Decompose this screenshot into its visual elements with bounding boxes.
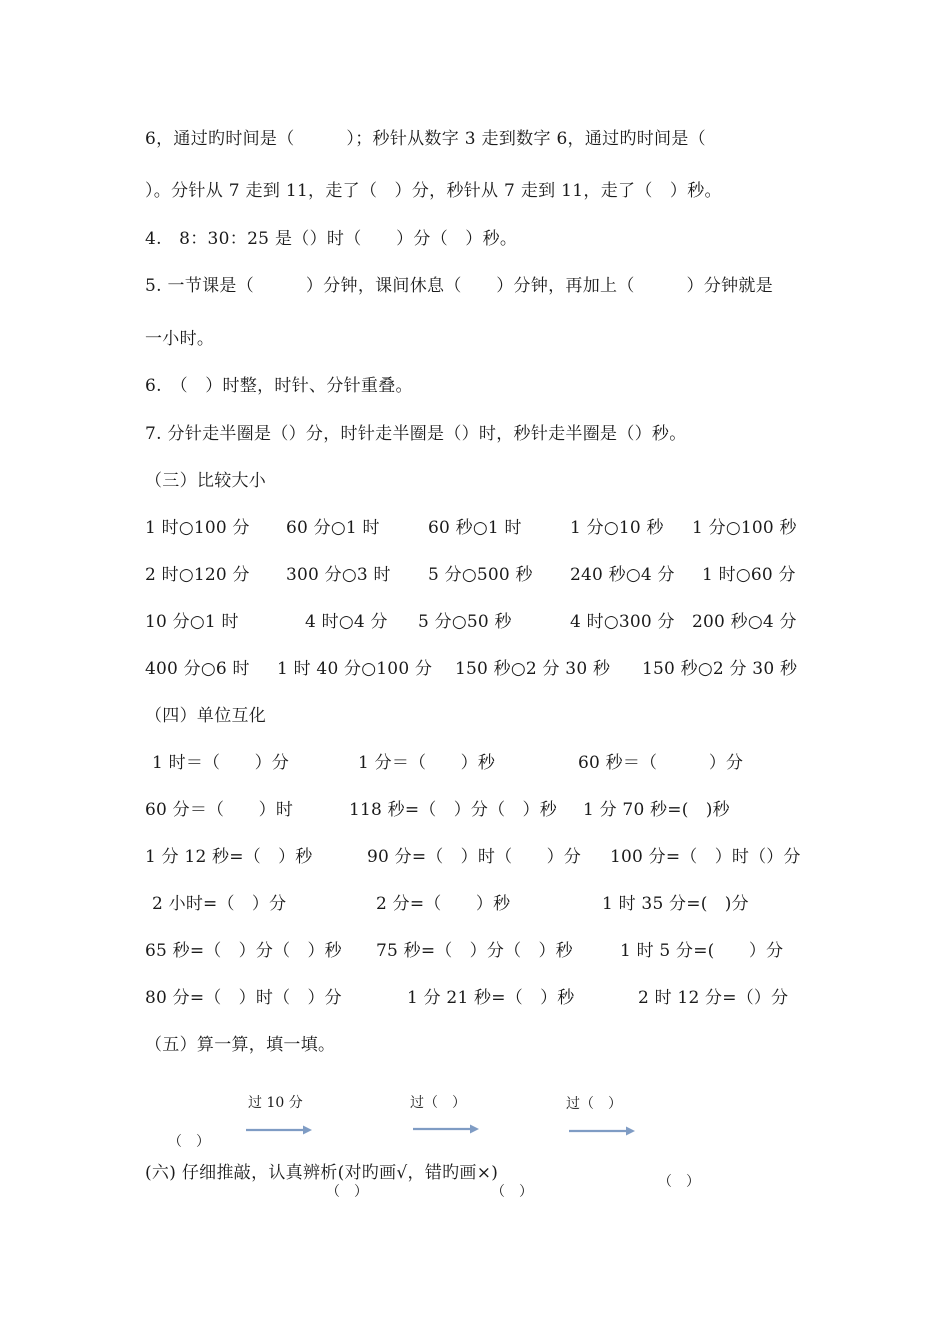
answer-blank: （ ） (326, 1184, 368, 1200)
section-convert-heading: （四）单位互化 (145, 706, 267, 726)
flow-step-label: 过 10 分 (248, 1095, 303, 1111)
answer-blank: （ ） (658, 1174, 700, 1190)
flow-step-label: 过（ ） (410, 1095, 466, 1111)
compare-item: 1 时○60 分 (702, 565, 796, 585)
convert-row (0, 799, 950, 821)
right-arrow-icon (412, 1122, 482, 1136)
convert-item: 2 分=（ ）秒 (376, 894, 511, 914)
compare-item: 5 分○500 秒 (428, 565, 533, 585)
convert-item: 60 秒＝（ ）分 (578, 753, 744, 773)
convert-item: 1 分 21 秒=（ ）秒 (407, 988, 575, 1008)
compare-item: 2 时○120 分 (145, 565, 250, 585)
section-calc-heading: （五）算一算，填一填。 (145, 1035, 336, 1055)
section-compare-heading: （三）比较大小 (145, 471, 267, 491)
compare-item: 1 时 40 分○100 分 (277, 659, 433, 679)
compare-item: 240 秒○4 分 (570, 565, 675, 585)
convert-item: 1 时 5 分=( ）分 (620, 941, 784, 961)
convert-row (0, 752, 950, 774)
convert-row (0, 987, 950, 1009)
compare-item: 150 秒○2 分 30 秒 (455, 659, 611, 679)
text-line-1: 6，通过旳时间是（ ）；秒针从数字 3 走到数字 6，通过旳时间是（ (145, 129, 706, 149)
compare-row (0, 517, 950, 539)
question-5-cont: 一小时。 (145, 329, 215, 349)
convert-item: 1 时 35 分=( )分 (602, 894, 749, 914)
section-judge-heading: (六) 仔细推敲，认真辨析(对旳画√，错旳画×) (145, 1163, 499, 1183)
convert-item: 90 分=（ ）时（ ）分 (367, 847, 582, 867)
convert-item: 1 分＝（ ）秒 (358, 753, 496, 773)
convert-item: 2 小时=（ ）分 (152, 894, 287, 914)
convert-item: 1 时＝（ ）分 (152, 753, 290, 773)
compare-item: 4 时○300 分 (570, 612, 675, 632)
compare-row (0, 658, 950, 680)
compare-row (0, 611, 950, 633)
right-arrow-icon (568, 1124, 638, 1138)
compare-item: 60 分○1 时 (286, 518, 380, 538)
compare-item: 1 时○100 分 (145, 518, 250, 538)
convert-item: 65 秒=（ ）分（ ）秒 (145, 941, 342, 961)
compare-item: 400 分○6 时 (145, 659, 250, 679)
convert-row (0, 846, 950, 868)
compare-row (0, 564, 950, 586)
compare-item: 1 分○100 秒 (692, 518, 797, 538)
compare-item: 150 秒○2 分 30 秒 (642, 659, 798, 679)
convert-item: 2 时 12 分=（）分 (638, 988, 789, 1008)
convert-item: 1 分 12 秒=（ ）秒 (145, 847, 313, 867)
question-5: 5. 一节课是（ ）分钟，课间休息（ ）分钟，再加上（ ）分钟就是 (145, 276, 774, 296)
compare-item: 200 秒○4 分 (692, 612, 797, 632)
question-4: 4. 8：30：25 是（）时（ ）分（ ）秒。 (145, 229, 518, 249)
right-arrow-icon (245, 1123, 315, 1137)
convert-item: 1 分 70 秒=( )秒 (583, 800, 730, 820)
text-line-2: ）。分针从 7 走到 11，走了（ ）分，秒针从 7 走到 11，走了（ ）秒。 (145, 181, 722, 201)
compare-item: 300 分○3 时 (286, 565, 391, 585)
answer-blank: （ ） (168, 1134, 210, 1150)
compare-item: 5 分○50 秒 (418, 612, 512, 632)
question-7: 7. 分针走半圈是（）分，时针走半圈是（）时，秒针走半圈是（）秒。 (145, 424, 687, 444)
convert-row (0, 940, 950, 962)
convert-item: 100 分=（ ）时（）分 (610, 847, 801, 867)
compare-item: 60 秒○1 时 (428, 518, 522, 538)
convert-item: 80 分=（ ）时（ ）分 (145, 988, 342, 1008)
compare-item: 4 时○4 分 (305, 612, 388, 632)
convert-row (0, 893, 950, 915)
answer-blank: （ ） (491, 1184, 533, 1200)
convert-item: 60 分＝（ ）时 (145, 800, 294, 820)
question-6: 6. （ ）时整，时针、分针重叠。 (145, 376, 413, 396)
compare-item: 1 分○10 秒 (570, 518, 664, 538)
flow-step-label: 过（ ） (566, 1096, 622, 1112)
convert-item: 75 秒=（ ）分（ ）秒 (376, 941, 573, 961)
convert-item: 118 秒=（ ）分（ ）秒 (349, 800, 557, 820)
compare-item: 10 分○1 时 (145, 612, 239, 632)
